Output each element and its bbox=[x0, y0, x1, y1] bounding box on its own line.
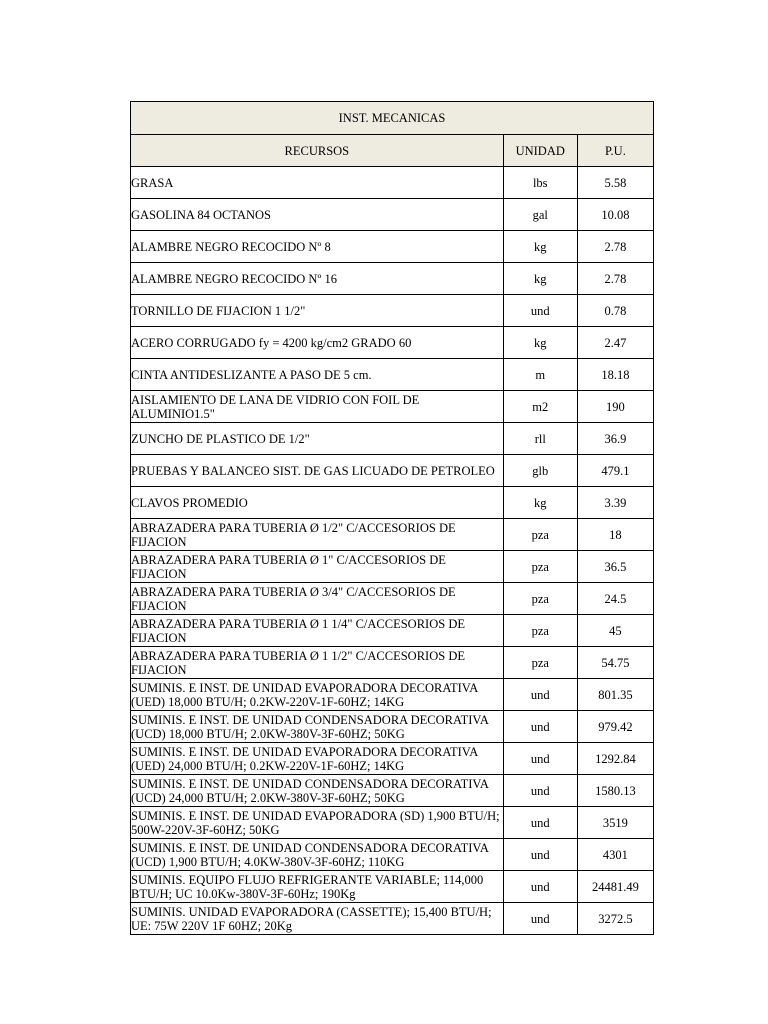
price-cell: 801.35 bbox=[577, 679, 653, 711]
table-row bbox=[131, 551, 654, 583]
price-cell: 24.5 bbox=[577, 583, 653, 615]
table-row bbox=[131, 615, 654, 647]
unit-cell: pza bbox=[503, 519, 577, 551]
table-row bbox=[131, 231, 654, 263]
resource-cell: SUMINIS. E INST. DE UNIDAD CONDENSADORA DECORATIVA (UCD) 18,000 BTU/H; 2.0KW-380V-3F-60HZ; 50KG bbox=[131, 711, 504, 743]
table-row bbox=[131, 743, 654, 775]
header-resource: RECURSOS bbox=[131, 135, 504, 167]
resource-cell: ABRAZADERA PARA TUBERIA Ø 1" C/ACCESORIOS DE FIJACION bbox=[131, 551, 504, 583]
price-cell: 4301 bbox=[577, 839, 653, 871]
resource-cell: SUMINIS. E INST. DE UNIDAD CONDENSADORA DECORATIVA (UCD) 24,000 BTU/H; 2.0KW-380V-3F-60HZ; 50KG bbox=[131, 775, 504, 807]
table-row bbox=[131, 167, 654, 199]
resource-cell: ZUNCHO DE PLASTICO DE 1/2" bbox=[131, 423, 504, 455]
resource-cell: TORNILLO DE FIJACION 1 1/2" bbox=[131, 295, 504, 327]
unit-cell: und bbox=[503, 775, 577, 807]
table-row bbox=[131, 775, 654, 807]
unit-cell: kg bbox=[503, 327, 577, 359]
price-cell: 2.47 bbox=[577, 327, 653, 359]
price-cell: 18.18 bbox=[577, 359, 653, 391]
unit-cell: kg bbox=[503, 231, 577, 263]
resource-cell: ALAMBRE NEGRO RECOCIDO Nº 16 bbox=[131, 263, 504, 295]
table-row bbox=[131, 519, 654, 551]
unit-cell: und bbox=[503, 807, 577, 839]
resource-cell: ABRAZADERA PARA TUBERIA Ø 1 1/4" C/ACCESORIOS DE FIJACION bbox=[131, 615, 504, 647]
price-cell: 0.78 bbox=[577, 295, 653, 327]
table-row bbox=[131, 199, 654, 231]
table-row bbox=[131, 359, 654, 391]
price-cell: 979.42 bbox=[577, 711, 653, 743]
table-row bbox=[131, 391, 654, 423]
table-row bbox=[131, 903, 654, 935]
unit-cell: glb bbox=[503, 455, 577, 487]
unit-cell: und bbox=[503, 295, 577, 327]
resource-cell: PRUEBAS Y BALANCEO SIST. DE GAS LICUADO DE PETROLEO bbox=[131, 455, 504, 487]
table-row bbox=[131, 487, 654, 519]
table-row bbox=[131, 423, 654, 455]
table-title: INST. MECANICAS bbox=[131, 102, 654, 135]
price-cell: 190 bbox=[577, 391, 653, 423]
table-row bbox=[131, 711, 654, 743]
price-cell: 1292.84 bbox=[577, 743, 653, 775]
price-cell: 54.75 bbox=[577, 647, 653, 679]
resource-cell: ABRAZADERA PARA TUBERIA Ø 1 1/2" C/ACCESORIOS DE FIJACION bbox=[131, 647, 504, 679]
unit-cell: kg bbox=[503, 487, 577, 519]
resource-cell: SUMINIS. E INST. DE UNIDAD CONDENSADORA DECORATIVA (UCD) 1,900 BTU/H; 4.0KW-380V-3F-60HZ; 110KG bbox=[131, 839, 504, 871]
unit-cell: pza bbox=[503, 583, 577, 615]
price-cell: 10.08 bbox=[577, 199, 653, 231]
price-cell: 24481.49 bbox=[577, 871, 653, 903]
resource-cell: SUMINIS. E INST. DE UNIDAD EVAPORADORA DECORATIVA (UED) 24,000 BTU/H; 0.2KW-220V-1F-60HZ; 14KG bbox=[131, 743, 504, 775]
unit-cell: gal bbox=[503, 199, 577, 231]
resource-cell: SUMINIS. E INST. DE UNIDAD EVAPORADORA DECORATIVA (UED) 18,000 BTU/H; 0.2KW-220V-1F-60HZ; 14KG bbox=[131, 679, 504, 711]
price-cell: 2.78 bbox=[577, 263, 653, 295]
unit-cell: pza bbox=[503, 615, 577, 647]
unit-cell: rll bbox=[503, 423, 577, 455]
table-row bbox=[131, 871, 654, 903]
resource-cell: ABRAZADERA PARA TUBERIA Ø 1/2" C/ACCESORIOS DE FIJACION bbox=[131, 519, 504, 551]
resource-cell: GRASA bbox=[131, 167, 504, 199]
unit-cell: pza bbox=[503, 647, 577, 679]
table-row bbox=[131, 327, 654, 359]
price-cell: 3.39 bbox=[577, 487, 653, 519]
resource-cell: AISLAMIENTO DE LANA DE VIDRIO CON FOIL DE ALUMINIO1.5" bbox=[131, 391, 504, 423]
header-row bbox=[131, 135, 654, 167]
table-row bbox=[131, 295, 654, 327]
unit-cell: und bbox=[503, 679, 577, 711]
table-row bbox=[131, 839, 654, 871]
price-cell: 5.58 bbox=[577, 167, 653, 199]
unit-cell: m2 bbox=[503, 391, 577, 423]
table-row bbox=[131, 455, 654, 487]
resource-cell: SUMINIS. UNIDAD EVAPORADORA (CASSETTE); 15,400 BTU/H; UE: 75W 220V 1F 60HZ; 20Kg bbox=[131, 903, 504, 935]
table-row bbox=[131, 679, 654, 711]
price-cell: 3519 bbox=[577, 807, 653, 839]
header-price: P.U. bbox=[577, 135, 653, 167]
unit-cell: lbs bbox=[503, 167, 577, 199]
header-unit: UNIDAD bbox=[503, 135, 577, 167]
price-cell: 36.9 bbox=[577, 423, 653, 455]
table-row bbox=[131, 807, 654, 839]
price-table bbox=[130, 101, 654, 935]
price-cell: 36.5 bbox=[577, 551, 653, 583]
price-cell: 2.78 bbox=[577, 231, 653, 263]
resource-cell: SUMINIS. EQUIPO FLUJO REFRIGERANTE VARIABLE; 114,000 BTU/H; UC 10.0Kw-380V-3F-60Hz; 190Kg bbox=[131, 871, 504, 903]
unit-cell: und bbox=[503, 711, 577, 743]
price-cell: 18 bbox=[577, 519, 653, 551]
unit-cell: pza bbox=[503, 551, 577, 583]
unit-cell: und bbox=[503, 743, 577, 775]
resource-cell: CINTA ANTIDESLIZANTE A PASO DE 5 cm. bbox=[131, 359, 504, 391]
price-cell: 3272.5 bbox=[577, 903, 653, 935]
resource-cell: ACERO CORRUGADO fy = 4200 kg/cm2 GRADO 60 bbox=[131, 327, 504, 359]
resource-cell: SUMINIS. E INST. DE UNIDAD EVAPORADORA (SD) 1,900 BTU/H; 500W-220V-3F-60HZ; 50KG bbox=[131, 807, 504, 839]
resource-cell: ALAMBRE NEGRO RECOCIDO Nº 8 bbox=[131, 231, 504, 263]
unit-cell: und bbox=[503, 871, 577, 903]
table-row bbox=[131, 647, 654, 679]
price-table-body bbox=[131, 102, 654, 935]
unit-cell: und bbox=[503, 839, 577, 871]
resource-cell: CLAVOS PROMEDIO bbox=[131, 487, 504, 519]
price-cell: 1580.13 bbox=[577, 775, 653, 807]
price-cell: 45 bbox=[577, 615, 653, 647]
table-row bbox=[131, 263, 654, 295]
price-cell: 479.1 bbox=[577, 455, 653, 487]
unit-cell: und bbox=[503, 903, 577, 935]
unit-cell: m bbox=[503, 359, 577, 391]
resource-cell: ABRAZADERA PARA TUBERIA Ø 3/4" C/ACCESORIOS DE FIJACION bbox=[131, 583, 504, 615]
title-row bbox=[131, 102, 654, 135]
resource-cell: GASOLINA 84 OCTANOS bbox=[131, 199, 504, 231]
unit-cell: kg bbox=[503, 263, 577, 295]
table-row bbox=[131, 583, 654, 615]
